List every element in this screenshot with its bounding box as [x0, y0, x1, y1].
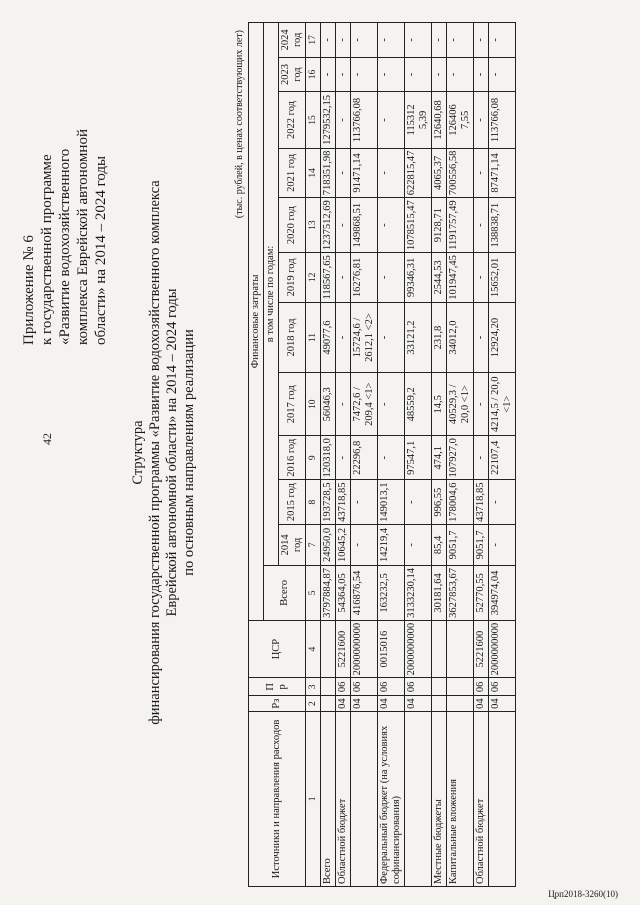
row-year-value: 49077,6 — [321, 302, 336, 373]
row-year-value: 113766,08 — [351, 92, 378, 148]
column-number: 3 — [306, 678, 321, 696]
annex-block — [20, 5, 110, 345]
header-year: 2015 год — [279, 480, 306, 524]
annex-line: комплекса Еврейской автономной — [75, 129, 91, 345]
row-rz: 04 — [336, 696, 351, 712]
row-pr: 06 — [351, 678, 378, 696]
row-year-value: - — [336, 92, 351, 148]
row-year-value: 2544,53 — [432, 253, 447, 303]
row-year-value: 138838,71 — [489, 198, 516, 253]
column-number: 14 — [306, 148, 321, 198]
table-row — [351, 23, 378, 887]
row-year-value: - — [432, 57, 447, 92]
row-source — [489, 711, 516, 886]
column-number: 5 — [306, 565, 321, 620]
row-year-value: 4065,37 — [432, 148, 447, 198]
row-source: Областной бюджет — [336, 711, 351, 886]
row-year-value: - — [378, 148, 405, 198]
row-year-value: - — [378, 57, 405, 92]
column-number: 16 — [306, 57, 321, 92]
column-number: 7 — [306, 524, 321, 565]
row-year-value: - — [474, 23, 489, 58]
row-year-value: 193728,5 — [321, 480, 336, 524]
column-number: 15 — [306, 92, 321, 148]
row-rz — [432, 696, 447, 712]
row-year-value: - — [321, 23, 336, 58]
row-year-value: 101947,45 — [447, 253, 474, 303]
column-number: 8 — [306, 480, 321, 524]
row-year-value: 149868,51 — [351, 198, 378, 253]
row-year-value: - — [405, 524, 432, 565]
units-note: (тыс. рублей, в ценах соответствующих лет) — [234, 30, 245, 219]
row-year-value: - — [405, 480, 432, 524]
row-year-value: - — [378, 198, 405, 253]
row-year-value: 15652,01 — [489, 253, 516, 303]
row-year-value: - — [351, 23, 378, 58]
row-rz: 04 — [405, 696, 432, 712]
row-pr: 06 — [489, 678, 516, 696]
row-year-value: 22107,4 — [489, 436, 516, 480]
row-year-value: - — [447, 57, 474, 92]
row-csr: 5221600 — [336, 620, 351, 678]
row-year-value: 43718,85 — [474, 480, 489, 524]
row-year-value: 700556,58 — [447, 148, 474, 198]
row-year-value: 113766,08 — [489, 92, 516, 148]
row-year-value: 22296,8 — [351, 436, 378, 480]
row-year-value: 7472,6 / 209,4 <1> — [351, 373, 378, 436]
annex-line: к государственной программе — [39, 154, 55, 345]
row-total: 3627853,67 — [447, 565, 474, 620]
header-csr: ЦСР — [249, 620, 306, 678]
row-year-value: 1237512,69 — [321, 198, 336, 253]
row-year-value: - — [489, 57, 516, 92]
row-year-value: - — [378, 23, 405, 58]
row-rz: 04 — [378, 696, 405, 712]
row-source: Федеральный бюджет (на условиях софинансирования) — [378, 711, 405, 886]
row-year-value: 14,5 — [432, 373, 447, 436]
heading-line: Структура — [130, 420, 146, 485]
column-number: 11 — [306, 302, 321, 373]
column-number: 13 — [306, 198, 321, 253]
row-source: Местные бюджеты — [432, 711, 447, 886]
row-total: 30181,64 — [432, 565, 447, 620]
row-year-value: - — [474, 92, 489, 148]
row-total: 54364,05 — [336, 565, 351, 620]
row-year-value: 24950,0 — [321, 524, 336, 565]
row-pr — [447, 678, 474, 696]
row-year-value: 4214,5 / 20,0 <1> — [489, 373, 516, 436]
row-year-value: 474,1 — [432, 436, 447, 480]
row-source: Областной бюджет — [474, 711, 489, 886]
row-year-value: - — [378, 92, 405, 148]
row-year-value: 10645,2 — [336, 524, 351, 565]
row-year-value: 14219,4 — [378, 524, 405, 565]
row-rz — [447, 696, 474, 712]
heading-line: финансирования государственной программы «Развитие водохозяйственного комплекса — [147, 180, 163, 725]
row-year-value: 149013,1 — [378, 480, 405, 524]
row-source: Капитальные вложения — [447, 711, 474, 886]
column-number: 10 — [306, 373, 321, 436]
row-year-value: 126406 7,55 — [447, 92, 474, 148]
row-year-value: - — [351, 480, 378, 524]
header-year: 2014 год — [279, 524, 306, 565]
header-year: 2019 год — [279, 253, 306, 303]
row-year-value: - — [405, 57, 432, 92]
row-year-value: 996,55 — [432, 480, 447, 524]
row-year-value: - — [336, 23, 351, 58]
row-year-value: 107927,0 — [447, 436, 474, 480]
row-year-value: 97547,1 — [405, 436, 432, 480]
row-year-value: - — [336, 436, 351, 480]
row-rz: 04 — [474, 696, 489, 712]
row-year-value: - — [378, 253, 405, 303]
header-source: Источники и направления расходов — [249, 711, 306, 886]
header-year: 2017 год — [279, 373, 306, 436]
header-rz: Рз — [249, 696, 306, 712]
row-year-value: - — [474, 436, 489, 480]
row-csr: 2000000000 — [489, 620, 516, 678]
document-id: Црп2018-3260(10) — [548, 889, 618, 899]
table-row — [378, 23, 405, 887]
header-pr: П р — [249, 678, 306, 696]
row-year-value: 15724,6 / 2612,1 <2> — [351, 302, 378, 373]
row-year-value: 120318,0 — [321, 436, 336, 480]
row-year-value: 1078515,47 — [405, 198, 432, 253]
column-number: 2 — [306, 696, 321, 712]
annex-line: «Развитие водохозяйственного — [57, 148, 73, 345]
row-csr: 5221600 — [474, 620, 489, 678]
row-year-value: 231,8 — [432, 302, 447, 373]
row-year-value: 48559,2 — [405, 373, 432, 436]
annex-line: области» на 2014 – 2024 годы — [93, 155, 109, 345]
row-total: 3797884,87 — [321, 565, 336, 620]
row-year-value: - — [474, 253, 489, 303]
row-year-value: 622815,47 — [405, 148, 432, 198]
row-year-value: - — [336, 198, 351, 253]
header-year: 2023 год — [279, 57, 306, 92]
row-year-value: - — [489, 23, 516, 58]
row-source — [405, 711, 432, 886]
row-total: 3133230,14 — [405, 565, 432, 620]
row-year-value: - — [336, 57, 351, 92]
column-number: 9 — [306, 436, 321, 480]
row-year-value: - — [351, 524, 378, 565]
row-year-value: 118567,65 — [321, 253, 336, 303]
row-year-value: - — [336, 253, 351, 303]
row-rz: 04 — [351, 696, 378, 712]
row-year-value: - — [336, 373, 351, 436]
header-total: Всего — [264, 565, 306, 620]
page-number: 42 — [40, 433, 54, 445]
row-year-value: - — [378, 373, 405, 436]
row-year-value: 1279532,15 — [321, 92, 336, 148]
row-year-value: - — [489, 524, 516, 565]
row-rz: 04 — [489, 696, 516, 712]
header-by-years: в том числе по годам: — [264, 23, 279, 566]
row-csr: 2000000000 — [405, 620, 432, 678]
row-pr: 06 — [378, 678, 405, 696]
row-year-value: - — [405, 23, 432, 58]
row-year-value: 16276,81 — [351, 253, 378, 303]
column-number: 1 — [306, 711, 321, 886]
header-year: 2020 год — [279, 198, 306, 253]
row-csr — [432, 620, 447, 678]
row-year-value: - — [378, 436, 405, 480]
row-year-value: - — [378, 302, 405, 373]
row-year-value: 1191757,49 — [447, 198, 474, 253]
column-number-row — [306, 23, 321, 887]
row-year-value: 9051,7 — [474, 524, 489, 565]
row-year-value: 9051,7 — [447, 524, 474, 565]
row-year-value: - — [447, 23, 474, 58]
row-csr — [447, 620, 474, 678]
table-row — [474, 23, 489, 887]
row-source: Всего — [321, 711, 336, 886]
row-rz — [321, 696, 336, 712]
row-csr: 2000000000 — [351, 620, 378, 678]
row-year-value: - — [474, 198, 489, 253]
row-year-value: 56046,3 — [321, 373, 336, 436]
annex-line: Приложение № 6 — [21, 235, 37, 345]
column-number: 12 — [306, 253, 321, 303]
row-total: 394974,04 — [489, 565, 516, 620]
row-year-value: - — [474, 57, 489, 92]
heading-line: Еврейской автономной области» на 2014 – 2024 годы — [164, 288, 180, 617]
row-year-value: - — [489, 480, 516, 524]
table-row — [447, 23, 474, 887]
row-year-value: - — [351, 57, 378, 92]
row-year-value: 9128,71 — [432, 198, 447, 253]
row-pr: 06 — [336, 678, 351, 696]
row-year-value: - — [321, 57, 336, 92]
row-year-value: 115312 5,39 — [405, 92, 432, 148]
column-number: 4 — [306, 620, 321, 678]
row-year-value: - — [336, 148, 351, 198]
header-year: 2016 год — [279, 436, 306, 480]
row-year-value: 178004,6 — [447, 480, 474, 524]
heading-line: по основным направлениям реализации — [181, 329, 197, 576]
row-total: 416876,54 — [351, 565, 378, 620]
row-pr — [321, 678, 336, 696]
row-year-value: 12640,68 — [432, 92, 447, 148]
row-total: 52770,55 — [474, 565, 489, 620]
table-row — [405, 23, 432, 887]
row-year-value: 33121,2 — [405, 302, 432, 373]
header-year: 2022 год — [279, 92, 306, 148]
row-source — [351, 711, 378, 886]
row-pr: 06 — [474, 678, 489, 696]
row-year-value: - — [474, 302, 489, 373]
table-row — [321, 23, 336, 887]
row-pr — [432, 678, 447, 696]
row-year-value: - — [432, 23, 447, 58]
row-year-value: 12924,20 — [489, 302, 516, 373]
row-year-value: 91471,14 — [351, 148, 378, 198]
table-row — [432, 23, 447, 887]
row-year-value: - — [474, 148, 489, 198]
document-heading — [130, 0, 198, 905]
header-financial: Финансовые затраты — [249, 23, 264, 621]
header-year: 2018 год — [279, 302, 306, 373]
table-row — [336, 23, 351, 887]
row-csr: 0015016 — [378, 620, 405, 678]
row-year-value: 85,4 — [432, 524, 447, 565]
row-year-value: - — [336, 302, 351, 373]
row-year-value: - — [474, 373, 489, 436]
column-number: 17 — [306, 23, 321, 58]
row-pr: 06 — [405, 678, 432, 696]
header-row — [249, 23, 264, 887]
header-year: 2024 год — [279, 23, 306, 58]
row-year-value: 99346,31 — [405, 253, 432, 303]
table-row — [489, 23, 516, 887]
row-csr — [321, 620, 336, 678]
financing-table — [248, 22, 516, 887]
row-year-value: 34012,0 — [447, 302, 474, 373]
row-total: 163232,5 — [378, 565, 405, 620]
row-year-value: 87471,14 — [489, 148, 516, 198]
row-year-value: 43718,85 — [336, 480, 351, 524]
header-year: 2021 год — [279, 148, 306, 198]
row-year-value: 40529,3 / 20,0 <1> — [447, 373, 474, 436]
row-year-value: 718351,98 — [321, 148, 336, 198]
